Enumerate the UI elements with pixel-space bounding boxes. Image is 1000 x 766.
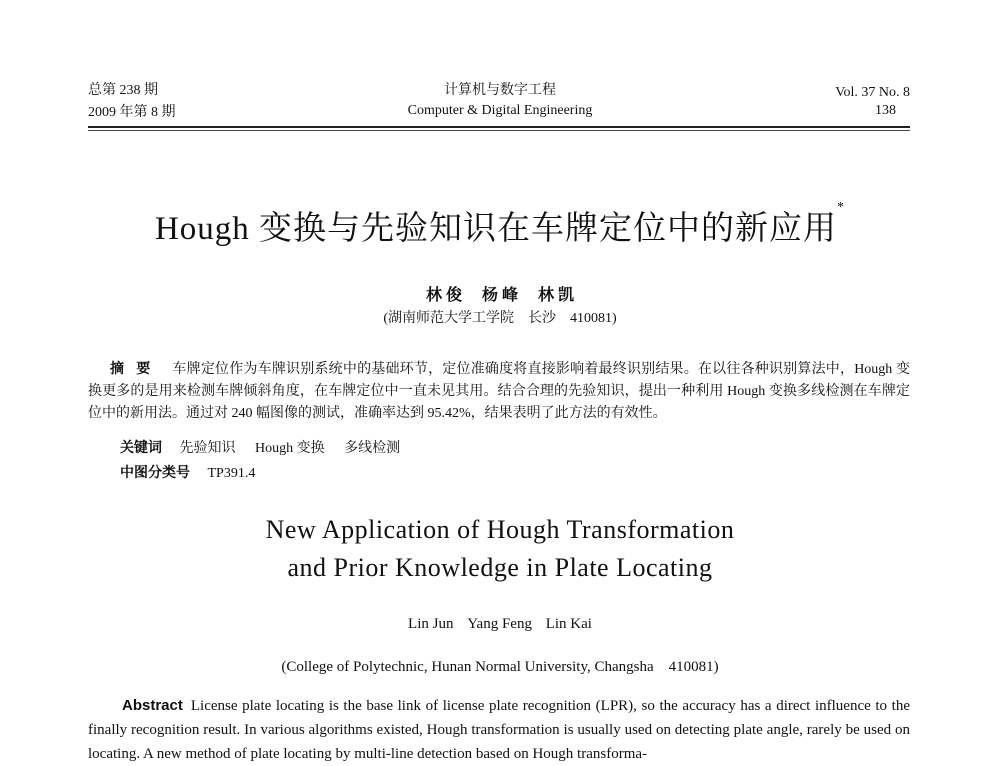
issue-number: 总第 238 期	[88, 83, 158, 98]
keyword: 多线检测	[344, 441, 401, 456]
paper-title-cn-text: Hough 变换与先验知识在车牌定位中的新应用	[154, 211, 838, 247]
abstract-en-label: Abstract	[122, 697, 183, 714]
author-en: Lin Kai	[545, 616, 592, 632]
paper-title-en-line2: and Prior Knowledge in Plate Locating	[287, 553, 713, 582]
keywords-cn	[120, 437, 416, 457]
paper-title-cn	[0, 202, 1000, 249]
author-cn: 杨 峰	[481, 287, 518, 304]
author-cn: 林 凯	[538, 287, 575, 304]
keyword: Hough 变换	[255, 441, 325, 456]
abstract-cn	[88, 359, 910, 425]
header-rule-thin	[88, 130, 910, 131]
paper-title-en-line1: New Application of Hough Transformation	[265, 515, 735, 544]
abstract-en	[88, 694, 910, 766]
abstract-cn-text: 车牌定位作为车牌识别系统中的基础环节，定位准确度将直接影响着最终识别结果。在以往各种识别算法中，Hough 变换更多的是用来检测车牌倾斜角度，在车牌定位中一直未见其用。结合合理的先验知识，提出一种利用 Hough 变换多线检测在车牌定位中的新用法。通过对 240 幅图像的测试，准确率达到 95.42%，结果表明了此方法的有效性。	[88, 362, 911, 421]
page-number: 138	[875, 103, 896, 118]
affiliation-cn: (湖南师范大学工学院 长沙 410081)	[383, 311, 617, 326]
classification-label: 中图分类号	[120, 466, 190, 481]
volume-number: Vol. 37 No. 8	[835, 85, 910, 100]
classification-value: TP391.4	[207, 466, 256, 481]
header-rule-thick	[88, 126, 910, 128]
author-en: Yang Feng	[467, 616, 532, 632]
journal-name-en: Computer & Digital Engineering	[407, 103, 593, 118]
classification-number	[120, 462, 255, 482]
issue-year: 2009 年第 8 期	[88, 105, 176, 120]
authors-en	[0, 616, 1000, 633]
abstract-en-text: License plate locating is the base link of license plate recognition (LPR), so the accuracy has a direct influence to the finally recognition result. In various algorithms existed, Hough transformation is usually used on detecting plate angle, rarely be used on locating. A new method of plate locating by multi-line detection based on Hough transforma-	[88, 698, 910, 762]
keyword: 先验知识	[179, 441, 236, 456]
journal-name-cn: 计算机与数字工程	[444, 83, 556, 98]
keywords-cn-label: 关键词	[120, 441, 162, 456]
authors-cn	[0, 282, 1000, 305]
author-cn: 林 俊	[425, 287, 462, 304]
author-en: Lin Jun	[408, 616, 454, 632]
footnote-mark: *	[837, 200, 846, 215]
abstract-cn-label: 摘要	[110, 362, 163, 377]
affiliation-en: (College of Polytechnic, Hunan Normal University, Changsha 410081)	[281, 659, 719, 675]
